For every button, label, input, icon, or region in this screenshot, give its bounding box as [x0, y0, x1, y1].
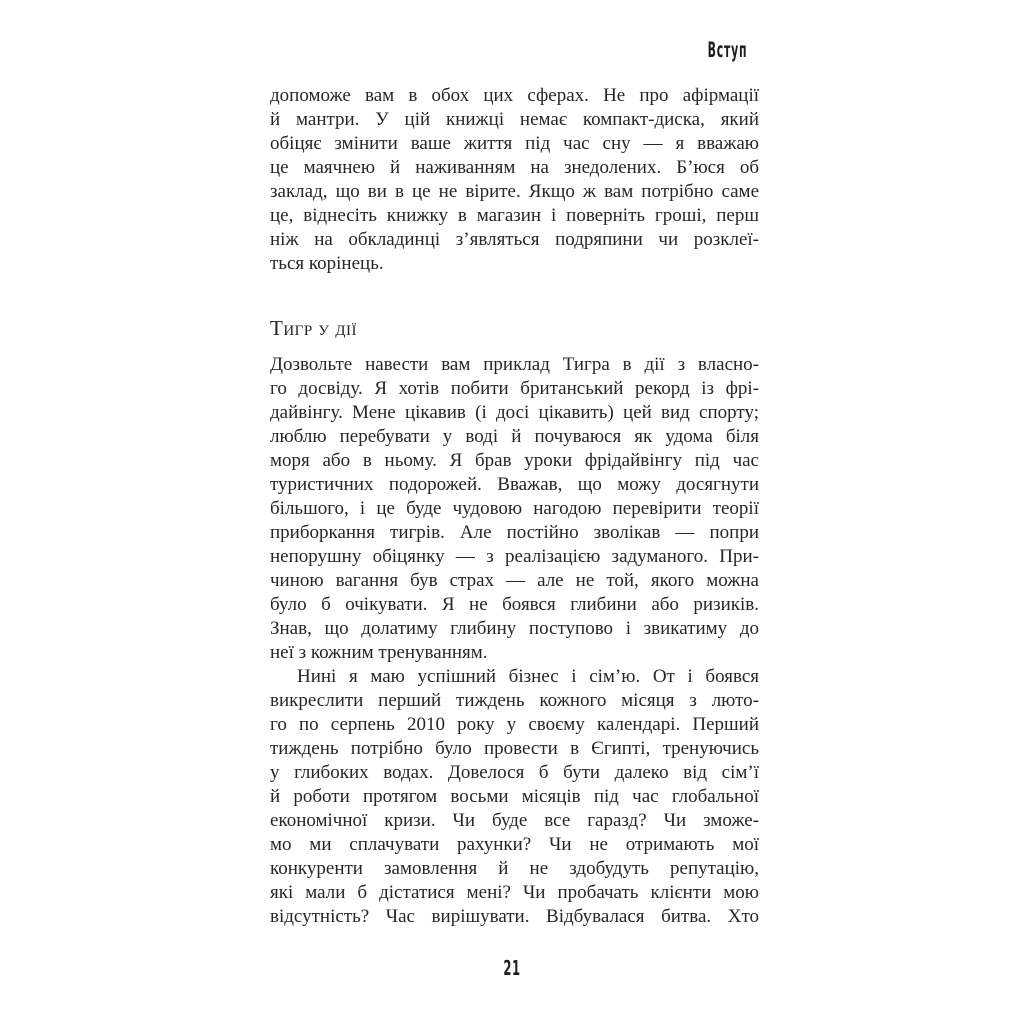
text-line: мо ми сплачувати рахунки? Чи не отримають мої: [270, 834, 759, 855]
text-line: й мантри. У цій книжці немає компакт-диска, який: [270, 109, 759, 130]
paragraph-continuation: [270, 84, 759, 276]
text-line: економічної кризи. Чи буде все гаразд? Чи зможе-: [270, 810, 759, 831]
running-head: Вступ: [707, 38, 747, 62]
text-line: більшого, і це буде чудовою нагодою перевірити теорії: [270, 498, 759, 519]
text-line: ться корінець.: [270, 253, 384, 274]
text-line: Дозвольте навести вам приклад Тигра в дії з власно-: [270, 354, 759, 375]
text-line: го досвіду. Я хотів побити британський рекорд із фрі-: [270, 378, 759, 399]
text-line: тиждень потрібно було провести в Єгипті, тренуючись: [270, 738, 759, 759]
text-line: викреслити перший тиждень кожного місяця з люто-: [270, 690, 759, 711]
text-line: це, віднесіть книжку в магазин і поверніть гроші, перш: [270, 205, 759, 226]
page-number: 21: [503, 956, 521, 980]
text-line: неї з кожним тренуванням.: [270, 642, 488, 663]
text-line: обіцяє змінити ваше життя під час сну — я вважаю: [270, 133, 759, 154]
text-line: дайвінгу. Мене цікавив (і досі цікавить) цей вид спорту;: [270, 402, 759, 423]
text-line: приборкання тигрів. Але постійно зволікав — попри: [270, 522, 759, 543]
text-line: конкуренти замовлення й не здобудуть репутацію,: [270, 858, 759, 879]
text-line: моря або в ньому. Я брав уроки фрідайвінгу під час: [270, 450, 759, 471]
text-line: туристичних подорожей. Вважав, що можу досягнути: [270, 474, 759, 495]
text-line: чиною вагання був страх — але не той, якого можна: [270, 570, 759, 591]
text-line: відсутність? Час вирішувати. Відбувалася битва. Хто: [270, 906, 759, 927]
text-line: заклад, що ви в це не вірите. Якщо ж вам потрібно саме: [270, 181, 759, 202]
text-line: люблю перебувати у воді й почуваюся як удома біля: [270, 426, 759, 447]
section-heading: Тигр у дії: [270, 316, 358, 340]
text-line: Нині я маю успішний бізнес і сім’ю. От і боявся: [297, 666, 759, 687]
paragraph-business-family: [270, 665, 759, 929]
text-line: допоможе вам в обох цих сферах. Не про афірмації: [270, 85, 759, 106]
text-line: було б очікувати. Я не боявся глибини або ризиків.: [270, 594, 759, 615]
text-line: які мали б дістатися мені? Чи пробачать клієнти мою: [270, 882, 759, 903]
text-line: це маячнею й наживанням на знедолених. Б’юся об: [270, 157, 759, 178]
text-line: у глибоких водах. Довелося б бути далеко від сім’ї: [270, 762, 759, 783]
text-line: й роботи протягом восьми місяців під час глобальної: [270, 786, 759, 807]
text-line: непорушну обіцянку — з реалізацією задуманого. При-: [270, 546, 759, 567]
text-column: [270, 84, 759, 929]
paragraph-tiger-example: [270, 353, 759, 665]
text-line: Знав, що долатиму глибину поступово і звикатиму до: [270, 618, 759, 639]
text-line: ніж на обкладинці з’являться подряпини чи розклеї-: [270, 229, 759, 250]
text-line: го по серпень 2010 року у своєму календарі. Перший: [270, 714, 759, 735]
